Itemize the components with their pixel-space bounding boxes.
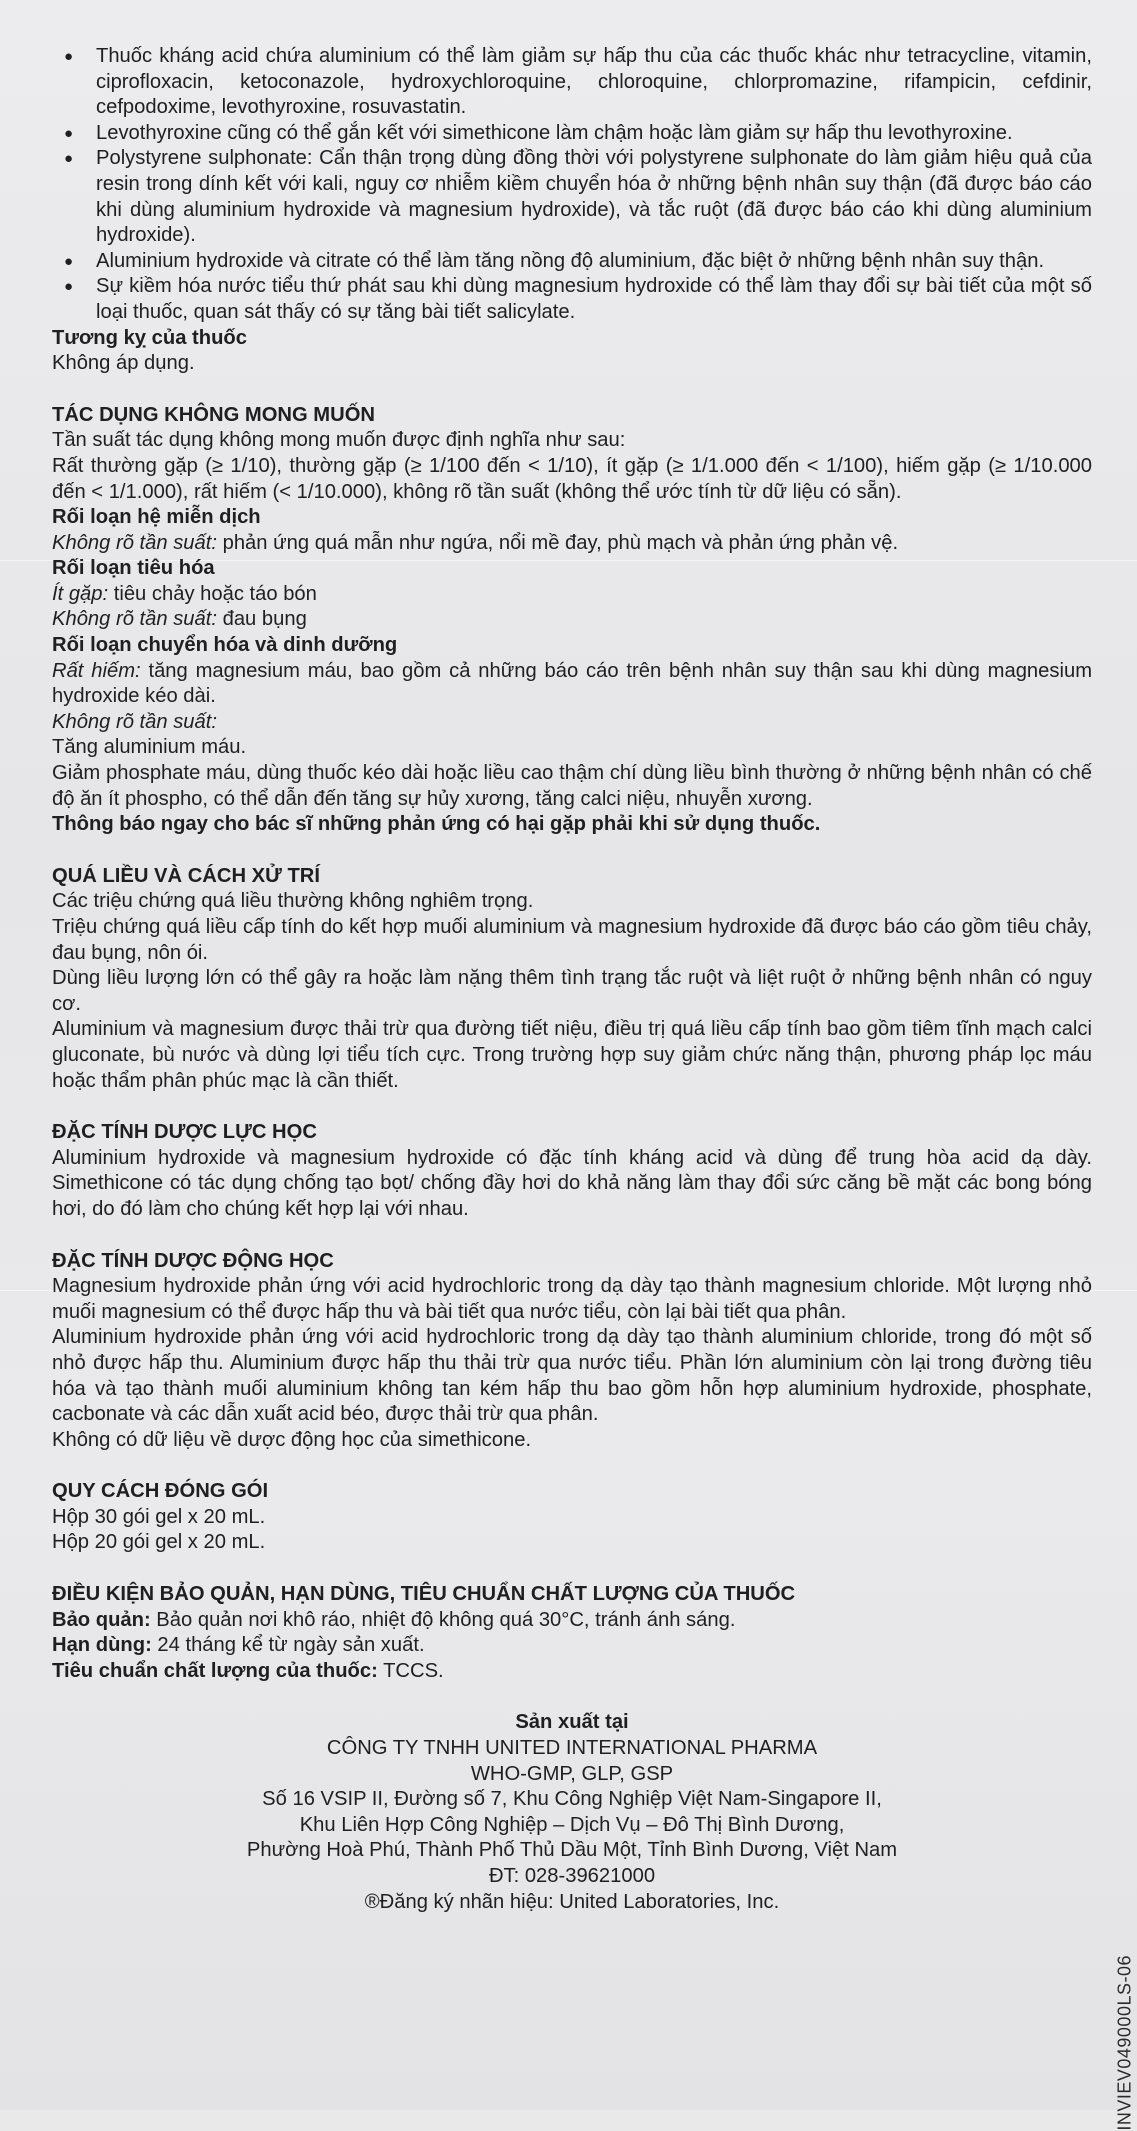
address-line: Số 16 VSIP II, Đường số 7, Khu Công Nghiệp Việt Nam-Singapore II, — [262, 1788, 882, 1811]
report-notice: Thông báo ngay cho bác sĩ những phản ứng có hại gặp phải khi sử dụng thuốc. — [52, 813, 821, 836]
packaging-heading: QUY CÁCH ĐÓNG GÓI — [52, 1480, 269, 1503]
address-line: Khu Liên Hợp Công Nghiệp – Dịch Vụ – Đô Thị Bình Dương, — [299, 1813, 845, 1836]
frequency-label: Không rõ tần suất: — [52, 608, 217, 631]
effect-text: phản ứng quá mẫn như ngứa, nổi mề đay, phù mạch và phản ứng phản vệ. — [216, 531, 899, 554]
pharmacokinetics-text: Aluminium hydroxide phản ứng với acid hydrochloric trong dạ dày tạo thành aluminium chloride, trong đó một số nhỏ được hấp thu. Aluminium được hấp thu thải trừ qua nước tiểu. Phần lớn aluminium còn lại trong đường tiêu hóa và tạo thành muối aluminium không tan kém hấp thu bao gồm hỗn hợp aluminium hydroxide, phosphate, cacbonate và các dẫn xuất acid béo, được thải trừ qua phân. — [52, 1326, 1092, 1426]
leaflet-content — [52, 44, 1092, 1915]
standard-line — [52, 1659, 1092, 1685]
expiry-value: 24 tháng kể từ ngày sản xuất. — [151, 1634, 425, 1657]
overdose-text: Dùng liều lượng lớn có thể gây ra hoặc làm nặng thêm tình trạng tắc ruột và liệt ruột ở những bệnh nhân có nguy cơ. — [52, 967, 1092, 1015]
frequency-label: Không rõ tần suất: — [52, 531, 217, 554]
pharmacokinetics-text: Không có dữ liệu về dược động học của simethicone. — [52, 1428, 532, 1451]
standard-label: Tiêu chuẩn chất lượng của thuốc: — [52, 1659, 378, 1682]
certifications: WHO-GMP, GLP, GSP — [470, 1762, 674, 1785]
standard-value: TCCS. — [377, 1659, 444, 1682]
effect-text: tăng magnesium máu, bao gồm cả những báo cáo trên bệnh nhân suy thận sau khi dùng magnesium hydroxide kéo dài. — [52, 659, 1093, 708]
list-item: ● Thuốc kháng acid chứa aluminium có thể làm giảm sự hấp thu của các thuốc khác như tetracycline, vitamin, ciprofloxacin, ketoconazole, hydroxychloroquine, chloroquine, chlorpromazine, rifampicin, cefdinir, cefpodoxime, levothyroxine, rosuvastatin. — [52, 44, 1092, 121]
gi-text-2 — [52, 607, 1092, 633]
pharmacodynamics-text: Aluminium hydroxide và magnesium hydroxide có đặc tính kháng acid và dùng để trung hòa acid dạ dày. Simethicone có tác dụng chống tạo bọt/ chống đầy hơi do khả năng làm thay đổi sức căng bề mặt các bong bóng hơi, do đó làm cho chúng kết hợp lại với nhau. — [52, 1146, 1092, 1220]
trademark-note: ®Đăng ký nhãn hiệu: United Laboratories, Inc. — [364, 1890, 780, 1913]
frequency-label: Ít gặp: — [52, 582, 109, 605]
storage-heading: ĐIỀU KIỆN BẢO QUẢN, HẠN DÙNG, TIÊU CHUẨN CHẤT LƯỢNG CỦA THUỐC — [52, 1583, 796, 1606]
pharmacodynamics-heading: ĐẶC TÍNH DƯỢC LỰC HỌC — [52, 1121, 317, 1144]
company-name: CÔNG TY TNHH UNITED INTERNATIONAL PHARMA — [326, 1737, 818, 1760]
gi-heading: Rối loạn tiêu hóa — [52, 557, 215, 580]
pharmacokinetics-text: Magnesium hydroxide phản ứng với acid hydrochloric trong dạ dày tạo thành magnesium chloride. Một lượng nhỏ muối magnesium có thể được hấp thu và bài tiết qua nước tiểu, còn lại bài tiết qua phân. — [52, 1275, 1092, 1323]
storage-line — [52, 1608, 1092, 1634]
incompat-heading: Tương kỵ của thuốc — [52, 326, 247, 349]
packaging-line: Hộp 30 gói gel x 20 mL. — [52, 1505, 266, 1528]
immune-heading: Rối loạn hệ miễn dịch — [52, 506, 261, 529]
gi-text-1 — [52, 582, 1092, 608]
immune-text — [52, 531, 1092, 557]
metabolism-text-2: Tăng aluminium máu. — [52, 736, 247, 759]
manufacturer-block — [52, 1710, 1092, 1915]
address-line: Phường Hoà Phú, Thành Phố Thủ Dầu Một, Tỉnh Bình Dương, Việt Nam — [246, 1839, 898, 1862]
effect-text: tiêu chảy hoặc táo bón — [108, 582, 317, 605]
metabolism-text-1 — [52, 659, 1092, 710]
expiry-label: Hạn dùng: — [52, 1634, 152, 1657]
effect-text: đau bụng — [216, 608, 307, 631]
storage-value: Bảo quản nơi khô ráo, nhiệt độ không quá 30°C, tránh ánh sáng. — [150, 1608, 736, 1631]
list-item: ● Sự kiềm hóa nước tiểu thứ phát sau khi dùng magnesium hydroxide có thể làm thay đổi sự bài tiết của một số loại thuốc, quan sát thấy có sự tăng bài tiết salicylate. — [52, 274, 1092, 325]
frequency-label: Không rõ tần suất: — [52, 710, 217, 733]
adverse-intro: Tần suất tác dụng không mong muốn được định nghĩa như sau: — [52, 429, 626, 452]
adverse-heading: TÁC DỤNG KHÔNG MONG MUỐN — [52, 403, 375, 426]
adverse-frequency: Rất thường gặp (≥ 1/10), thường gặp (≥ 1/100 đến < 1/10), ít gặp (≥ 1/1.000 đến < 1/100), hiếm gặp (≥ 1/10.000 đến < 1/1.000), rất hiếm (< 1/10.000), không rõ tần suất (không thể ước tính từ dữ liệu có sẵn). — [52, 454, 1092, 503]
phone: ĐT: 028-39621000 — [488, 1865, 656, 1887]
list-item: ● Aluminium hydroxide và citrate có thể làm tăng nồng độ aluminium, đặc biệt ở những bệnh nhân suy thận. — [52, 249, 1092, 275]
incompat-text: Không áp dụng. — [52, 352, 195, 375]
list-item: ● Polystyrene sulphonate: Cẩn thận trọng dùng đồng thời với polystyrene sulphonate do làm giảm hiệu quả của resin trong dính kết với kali, nguy cơ nhiễm kiềm chuyển hóa ở những bệnh nhân suy thận (đã được báo cáo khi dùng aluminium hydroxide và magnesium hydroxide), và tắc ruột (đã được báo cáo khi dùng aluminium hydroxide). — [52, 146, 1092, 248]
overdose-heading: QUÁ LIỀU VÀ CÁCH XỬ TRÍ — [52, 864, 320, 887]
metabolism-heading: Rối loạn chuyển hóa và dinh dưỡng — [52, 634, 398, 657]
pharmacokinetics-heading: ĐẶC TÍNH DƯỢC ĐỘNG HỌC — [52, 1249, 334, 1272]
manufacturer-heading: Sản xuất tại — [515, 1711, 629, 1734]
list-item: ● Levothyroxine cũng có thể gắn kết với simethicone làm chậm hoặc làm giảm sự hấp thu levothyroxine. — [52, 121, 1092, 147]
packaging-line: Hộp 20 gói gel x 20 mL. — [52, 1531, 266, 1554]
metabolism-text-3: Giảm phosphate máu, dùng thuốc kéo dài hoặc liều cao thậm chí dùng liều bình thường ở những bệnh nhân có chế độ ăn ít phospho, có thể dẫn đến tăng sự hủy xương, tăng calci niệu, nhuyễn xương. — [52, 762, 1092, 810]
overdose-text: Triệu chứng quá liều cấp tính do kết hợp muối aluminium và magnesium hydroxide đã được báo cáo gồm tiêu chảy, đau bụng, nôn ói. — [52, 916, 1092, 964]
overdose-text: Aluminium và magnesium được thải trừ qua đường tiết niệu, điều trị quá liều cấp tính bao gồm tiêm tĩnh mạch calci gluconate, bù nước và dùng lợi tiểu tích cực. Trong trường hợp suy giảm chức năng thận, phương pháp lọc máu hoặc thẩm phân phúc mạc là cần thiết. — [52, 1018, 1092, 1092]
overdose-text: Các triệu chứng quá liều thường không nghiêm trọng. — [52, 890, 534, 913]
interaction-list — [52, 44, 1092, 326]
document-code: INVIEV049000LS-06 — [1115, 1955, 1135, 2131]
expiry-line — [52, 1633, 1092, 1659]
storage-label: Bảo quản: — [52, 1608, 151, 1631]
frequency-label: Rất hiếm: — [52, 659, 141, 682]
